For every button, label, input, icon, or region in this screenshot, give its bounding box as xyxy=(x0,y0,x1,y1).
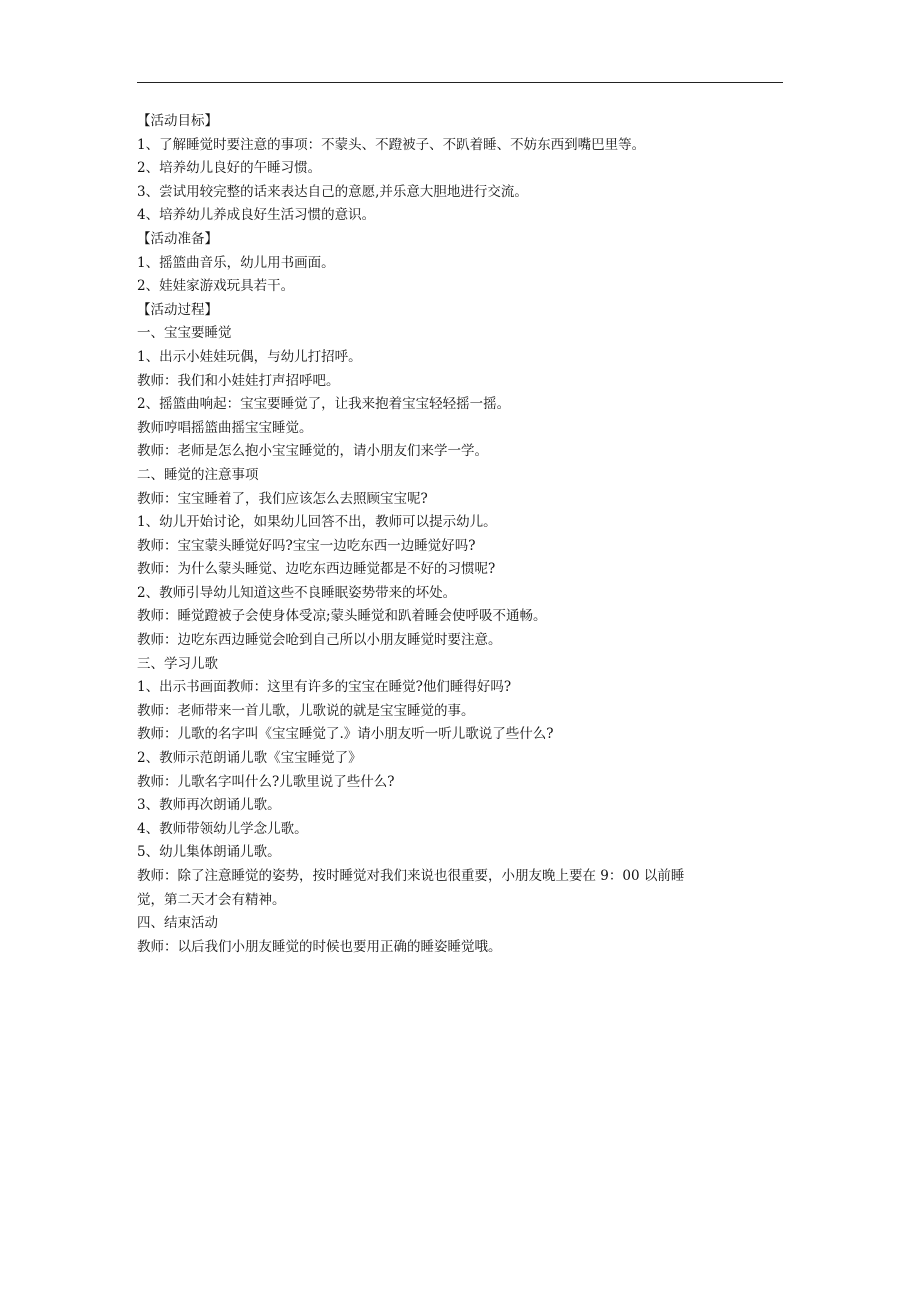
paragraph-line: 1、出示小娃娃玩偶，与幼儿打招呼。 xyxy=(137,348,362,365)
paragraph-line: 2、培养幼儿良好的午睡习惯。 xyxy=(137,160,322,177)
paragraph-line: 4、教师带领幼儿学念儿歌。 xyxy=(137,820,308,837)
section-heading: 二、睡觉的注意事项 xyxy=(137,466,259,483)
paragraph-line: 2、摇篮曲响起：宝宝要睡觉了，让我来抱着宝宝轻轻摇一摇。 xyxy=(137,396,511,413)
paragraph-line: 教师：以后我们小朋友睡觉的时候也要用正确的睡姿睡觉哦。 xyxy=(137,938,502,955)
paragraph-line: 2、教师引导幼儿知道这些不良睡眠姿势带来的坏处。 xyxy=(137,584,457,601)
paragraph-line: 1、幼儿开始讨论，如果幼儿回答不出，教师可以提示幼儿。 xyxy=(137,514,497,531)
paragraph-line: 教师：宝宝睡着了，我们应该怎么去照顾宝宝呢? xyxy=(137,490,428,507)
paragraph-line: 教师：边吃东西边睡觉会呛到自己所以小朋友睡觉时要注意。 xyxy=(137,632,502,649)
paragraph-line: 教师：除了注意睡觉的姿势，按时睡觉对我们来说也很重要，小朋友晚上要在 9：00 以前睡 xyxy=(137,868,685,884)
header-rule xyxy=(137,82,783,83)
paragraph-line: 1、出示书画面教师：这里有许多的宝宝在睡觉?他们睡得好吗? xyxy=(137,679,512,696)
section-heading: 三、学习儿歌 xyxy=(137,655,218,672)
paragraph-line: 教师：儿歌名字叫什么?儿歌里说了些什么? xyxy=(137,773,395,790)
heading-activity-process: 【活动过程】 xyxy=(137,301,218,318)
paragraph-line: 5、幼儿集体朗诵儿歌。 xyxy=(137,844,281,861)
paragraph-line: 4、培养幼儿养成良好生活习惯的意识。 xyxy=(137,207,376,224)
paragraph-line: 2、娃娃家游戏玩具若干。 xyxy=(137,278,295,295)
paragraph-line: 教师：睡觉蹬被子会使身体受凉;蒙头睡觉和趴着睡会使呼吸不通畅。 xyxy=(137,608,547,625)
paragraph-line: 教师：儿歌的名字叫《宝宝睡觉了.》请小朋友听一听儿歌说了些什么? xyxy=(137,726,554,743)
paragraph-line: 3、尝试用较完整的话来表达自己的意愿,并乐意大胆地进行交流。 xyxy=(137,183,528,200)
heading-activity-preparation: 【活动准备】 xyxy=(137,230,218,247)
paragraph-line: 教师：宝宝蒙头睡觉好吗?宝宝一边吃东西一边睡觉好吗? xyxy=(137,537,476,554)
paragraph-line: 教师：为什么蒙头睡觉、边吃东西边睡觉都是不好的习惯呢? xyxy=(137,561,496,578)
paragraph-line: 教师：老师是怎么抱小宝宝睡觉的，请小朋友们来学一学。 xyxy=(137,443,488,460)
section-heading: 一、宝宝要睡觉 xyxy=(137,325,232,342)
paragraph-line: 教师：我们和小娃娃打声招呼吧。 xyxy=(137,372,340,389)
paragraph-line: 1、摇篮曲音乐，幼儿用书画面。 xyxy=(137,254,335,271)
document-body xyxy=(137,110,787,959)
section-heading: 四、结束活动 xyxy=(137,915,218,932)
paragraph-line: 3、教师再次朗诵儿歌。 xyxy=(137,797,281,814)
paragraph-line: 教师：老师带来一首儿歌，儿歌说的就是宝宝睡觉的事。 xyxy=(137,702,475,719)
paragraph-line: 教师哼唱摇篮曲摇宝宝睡觉。 xyxy=(137,419,313,436)
paragraph-line: 觉，第二天才会有精神。 xyxy=(137,891,286,908)
heading-activity-goals: 【活动目标】 xyxy=(137,113,218,129)
paragraph-line: 1、了解睡觉时要注意的事项：不蒙头、不蹬被子、不趴着睡、不妨东西到嘴巴里等。 xyxy=(137,136,646,153)
paragraph-line: 2、教师示范朗诵儿歌《宝宝睡觉了》 xyxy=(137,750,362,767)
